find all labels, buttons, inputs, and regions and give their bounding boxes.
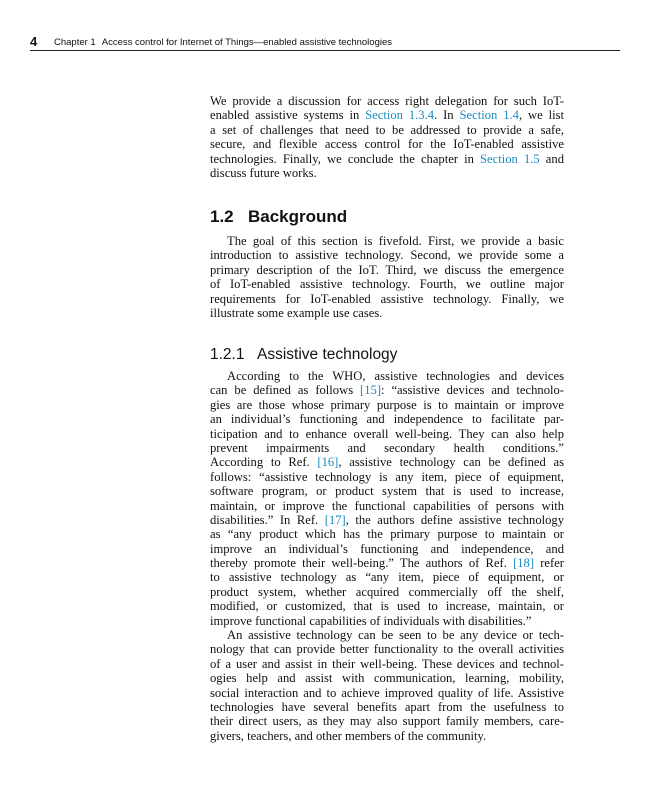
cross-reference-link[interactable]: Section 1.4	[459, 108, 519, 123]
text-line	[210, 137, 564, 151]
text-segment: modified, or customized, that is used to increase, maintain, or	[210, 599, 564, 614]
text-segment: to assistive technology as “any item, piece of equipment, or	[210, 570, 564, 585]
text-segment: product system, whether acquired commercially off the shelf,	[210, 584, 564, 599]
running-header	[30, 36, 620, 51]
paragraph-background	[210, 234, 564, 320]
chapter-label: Chapter 1	[54, 37, 96, 48]
text-segment: thereby promote their well-being.” The authors of Ref.	[210, 556, 514, 571]
text-segment: an individual’s functioning and independence to facilitate par-	[210, 412, 564, 427]
text-segment: According to Ref.	[210, 455, 318, 470]
text-segment: We provide a discussion for access right delegation for such IoT-	[210, 94, 564, 108]
text-line	[210, 729, 564, 743]
text-segment: technologies have several benefits apart from the usefulness to	[210, 699, 564, 714]
text-line	[210, 599, 564, 613]
text-line	[210, 499, 564, 513]
text-segment: improve an individual’s functioning and independence, and	[210, 541, 564, 556]
text-line	[210, 657, 564, 671]
text-segment: can be defined as follows	[210, 383, 361, 398]
text-line	[210, 686, 564, 700]
text-segment: of a user and assist in their well-being. These devices and technol-	[210, 656, 564, 671]
text-segment: ogies help and assist with communication, learning, mobility,	[210, 671, 564, 686]
text-segment: improve functional capabilities of individuals with disabilities.”	[210, 613, 532, 628]
text-line	[210, 455, 564, 469]
text-segment: . In	[434, 108, 460, 123]
text-line	[210, 484, 564, 498]
text-line	[210, 427, 564, 441]
text-line	[210, 714, 564, 728]
text-segment: secure, and flexible access control for the IoT-enabled assistive	[210, 137, 564, 152]
text-line	[210, 671, 564, 685]
chapter-title: Access control for Internet of Things—enabled assistive technologies	[101, 37, 392, 48]
text-segment: as “any product which has the primary purpose to maintain or	[210, 527, 564, 542]
text-segment: An assistive technology can be seen to be any device or tech-	[227, 628, 564, 642]
text-line	[210, 556, 564, 570]
text-segment: discuss future works.	[210, 165, 317, 180]
section-heading	[210, 207, 347, 227]
text-line	[210, 412, 564, 426]
cross-reference-link[interactable]: [16]	[317, 455, 339, 470]
text-segment: prevent impairments and secondary health conditions.”	[210, 440, 564, 455]
text-line	[210, 123, 564, 137]
text-segment: According to the WHO, assistive technologies and devices	[227, 369, 564, 383]
text-segment: gies are those whose primary purpose is to maintain or improve	[210, 397, 564, 412]
section-number: 1.2	[210, 207, 234, 226]
text-line	[210, 570, 564, 584]
text-segment: a set of challenges that need to be addressed to provide a safe,	[210, 122, 564, 137]
text-line	[210, 513, 564, 527]
text-line	[210, 398, 564, 412]
text-segment: enabled assistive systems in	[210, 108, 366, 123]
text-line	[210, 108, 564, 122]
text-line	[210, 306, 564, 320]
text-segment: primary description of the IoT. Third, we discuss the emergence	[210, 262, 564, 277]
paragraph-assistive-1	[210, 369, 564, 628]
text-line	[210, 369, 564, 383]
text-segment: The goal of this section is fivefold. First, we provide a basic	[227, 234, 564, 248]
text-segment: refer	[534, 556, 564, 571]
page-number: 4	[30, 34, 38, 49]
text-segment: maintain, or improve the functional capabilities of persons with	[210, 498, 564, 513]
text-line	[210, 628, 564, 642]
text-segment: follows: “assistive technology is any item, piece of equipment,	[210, 469, 564, 484]
cross-reference-link[interactable]: [18]	[513, 556, 535, 571]
text-line	[210, 234, 564, 248]
text-segment: software program, or product system that is used to increase,	[210, 484, 564, 499]
text-segment: ticipation and to enhance overall well-being. They can also help	[210, 426, 564, 441]
text-segment: of IoT-enabled assistive technology. Fourth, we outline major	[210, 277, 564, 292]
text-line	[210, 94, 564, 108]
cross-reference-link[interactable]: [17]	[324, 512, 346, 527]
text-line	[210, 383, 564, 397]
chapter-header	[54, 37, 392, 48]
text-line	[210, 441, 564, 455]
text-line	[210, 614, 564, 628]
text-segment: , assistive technology can be defined as	[338, 455, 564, 470]
text-line	[210, 700, 564, 714]
subsection-heading	[210, 346, 397, 364]
text-line	[210, 527, 564, 541]
text-segment: illustrate some example use cases.	[210, 305, 383, 320]
text-line	[210, 542, 564, 556]
text-line	[210, 248, 564, 262]
text-segment: social interaction and to achieve improved quality of life. Assistive	[210, 685, 564, 700]
text-segment: their direct users, as they may also support family members, care-	[210, 714, 564, 729]
text-line	[210, 292, 564, 306]
text-segment: and	[539, 151, 564, 166]
cross-reference-link[interactable]: Section 1.3.4	[365, 108, 435, 123]
paragraph-intro	[210, 94, 564, 180]
subsection-number: 1.2.1	[210, 346, 245, 363]
text-line	[210, 277, 564, 291]
cross-reference-link[interactable]: Section 1.5	[480, 151, 540, 166]
text-segment: requirements for IoT-enabled assistive technology. Finally, we	[210, 291, 564, 306]
paragraph-assistive-2	[210, 628, 564, 743]
cross-reference-link[interactable]: [15]	[360, 383, 382, 398]
subsection-title: Assistive technology	[257, 346, 398, 363]
text-line	[210, 152, 564, 166]
text-segment: introduction to assistive technology. Second, we provide some a	[210, 248, 564, 263]
text-segment: givers, teachers, and other members of the community.	[210, 728, 487, 743]
text-segment: : “assistive devices and technolo-	[381, 383, 564, 398]
text-segment: , the authors define assistive technology	[345, 512, 565, 527]
text-line	[210, 166, 564, 180]
text-segment: disabilities.” In Ref.	[210, 512, 325, 527]
text-segment: technologies. Finally, we conclude the chapter in	[210, 151, 481, 166]
text-segment: nology that can provide better functionality to the overall activities	[210, 642, 564, 657]
section-title: Background	[248, 207, 348, 226]
text-line	[210, 642, 564, 656]
text-line	[210, 263, 564, 277]
text-line	[210, 585, 564, 599]
text-segment: , we list	[518, 108, 565, 123]
text-line	[210, 470, 564, 484]
